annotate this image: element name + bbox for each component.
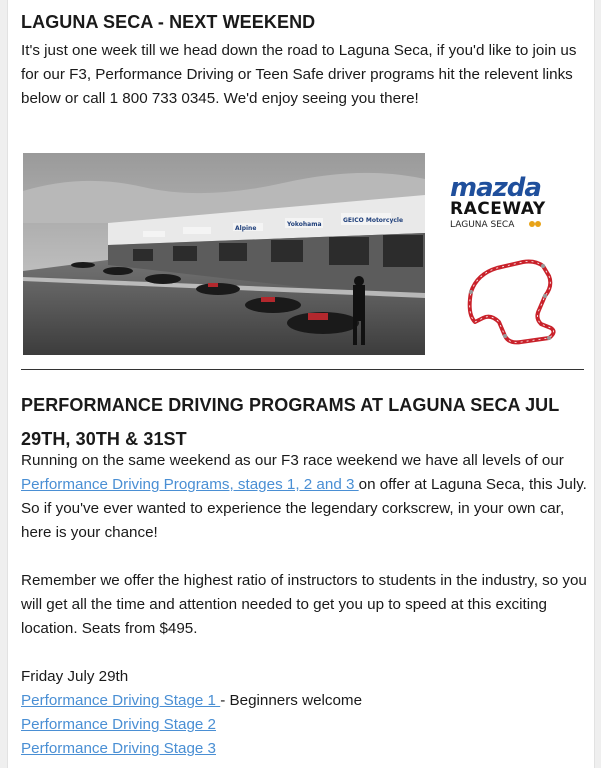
pit-lane-photo — [23, 153, 425, 355]
stage-1-note: - Beginners welcome — [220, 692, 363, 709]
right-margin — [594, 0, 601, 768]
performance-driving-programs-link[interactable]: Performance Driving Programs, stages 1, 2 and 3 — [21, 476, 359, 493]
programs-paragraph — [21, 449, 587, 545]
section-title-laguna-seca: LAGUNA SECA - NEXT WEEKEND — [21, 12, 316, 32]
section-divider — [21, 369, 584, 370]
stage-2-link[interactable]: Performance Driving Stage 2 — [21, 716, 216, 733]
svg-text:Alpine: Alpine — [235, 225, 257, 232]
svg-text:Yokohama: Yokohama — [287, 221, 322, 228]
track-map-icon — [461, 252, 576, 347]
left-margin — [0, 0, 8, 768]
section-title-performance-driving: PERFORMANCE DRIVING PROGRAMS AT LAGUNA SECA JUL 29TH, 30TH & 31ST — [21, 395, 560, 449]
stage-3-row — [21, 737, 216, 761]
instructors-paragraph: Remember we offer the highest ratio of instructors to students in the industry, so you will get all the time and attention needed to get you up to speed at this exciting location. Seats from $495. — [21, 572, 587, 637]
stage-1-link[interactable]: Performance Driving Stage 1 — [21, 692, 221, 709]
svg-text:GEICO Motorcycle: GEICO Motorcycle — [343, 217, 404, 224]
programs-text-before: Running on the same weekend as our F3 race weekend we have all levels of our — [21, 452, 564, 469]
stage-3-link[interactable]: Performance Driving Stage 3 — [21, 740, 216, 757]
programs-text-after: on offer at Laguna Seca, this July. So if you've ever wanted to experience the legendary corkscrew, in your own car, here is your chance! — [21, 476, 587, 541]
stage-1-row — [21, 689, 362, 713]
intro-paragraph: It's just one week till we head down the road to Laguna Seca, if you'd like to join us for our F3, Performance Driving or Teen Safe driver programs hit the relevent links below or call 1 800 733 0345. We'd enjoy seeing you there! — [21, 42, 577, 107]
mazda-raceway-logo — [448, 172, 590, 232]
schedule-day: Friday July 29th — [21, 668, 129, 685]
svg-text:RACEWAY: RACEWAY — [450, 199, 546, 219]
svg-text:mazda: mazda — [450, 173, 541, 203]
stage-2-row — [21, 713, 216, 737]
svg-text:LAGUNA SECA: LAGUNA SECA — [450, 220, 515, 230]
